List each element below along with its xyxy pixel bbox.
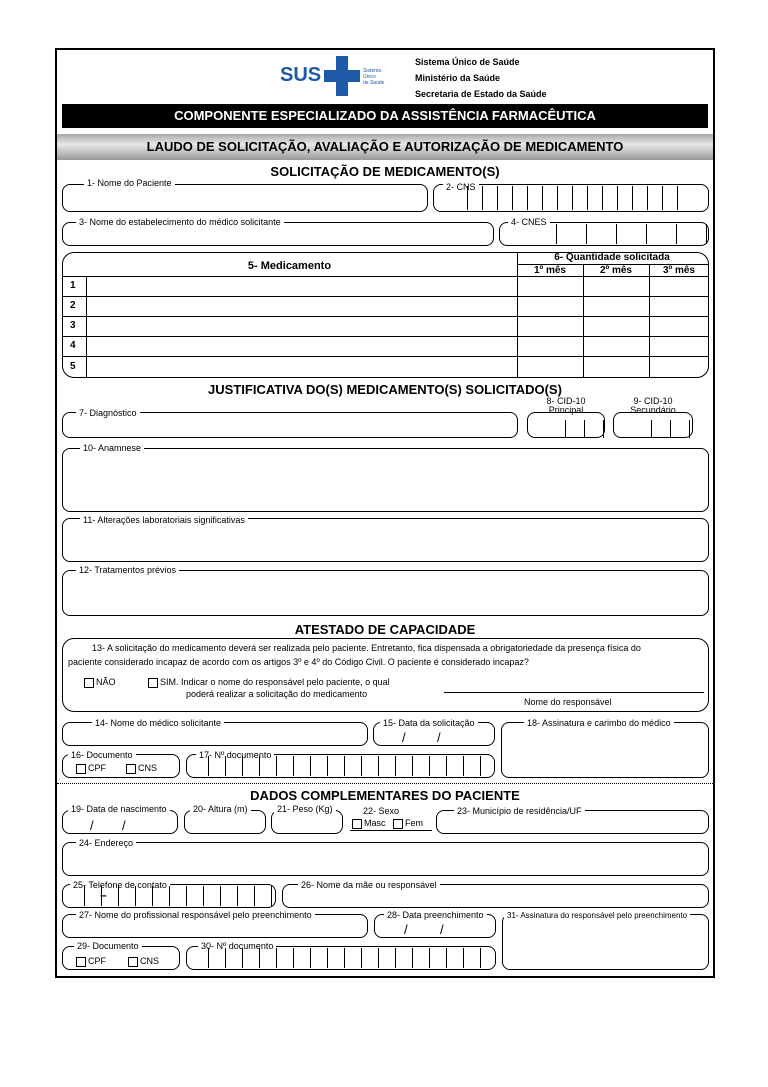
label-assinatura-medico: 18- Assinatura e carimbo do médico [524,718,674,728]
endereco-field[interactable] [62,842,709,876]
label-mes-3: 3º mês [662,265,695,276]
banner-componente [62,104,708,128]
n-documento-2-cells [192,948,481,968]
label-tratamentos: 12- Tratamentos prévios [76,565,179,575]
label-documento: 16- Documento [68,750,136,760]
date-sep-6: / [440,922,444,937]
section-dados: DADOS COMPLEMENTARES DO PACIENTE [250,788,520,803]
label-quantidade: 6- Quantidade solicitada [554,252,670,263]
checkbox-nao[interactable] [84,678,94,688]
label-data-solicitacao: 15- Data da solicitação [380,718,478,728]
option-cpf[interactable]: CPF [76,763,106,774]
checkbox-masc[interactable] [352,819,362,829]
section-solicitacao: SOLICITAÇÃO DE MEDICAMENTO(S) [270,164,500,179]
label-n-documento: 17- Nº documento [196,750,274,760]
assinatura-responsavel-field[interactable] [502,914,709,970]
header-line-1: Sistema Único de Saúde [415,57,520,67]
date-sep-1: / [402,730,406,745]
label-n-documento-2: 30- Nº documento [198,941,276,951]
label-alteracoes: 11- Alterações laboratoriais significativas [80,515,248,525]
assinatura-medico-field[interactable] [501,722,709,778]
option-fem[interactable]: Fem [393,818,423,829]
label-anamnese: 10- Anamnese [80,443,144,453]
header-line-2: Ministério da Saúde [415,73,501,83]
logo-sub-2: Único [363,74,376,80]
section-justificativa: JUSTIFICATIVA DO(S) MEDICAMENTO(S) SOLICITADO(S) [208,382,562,397]
cid-secundario-cells [633,420,690,438]
label-sexo: 22- Sexo [360,806,402,816]
label-endereco: 24- Endereço [76,838,136,848]
label-profissional: 27- Nome do profissional responsável pelo preenchimento [76,910,315,920]
cross-icon [324,56,360,96]
header-lines [415,54,547,102]
date-sep-5: / [404,922,408,937]
label-diagnostico: 7- Diagnóstico [76,408,140,418]
banner-componente-text: COMPONENTE ESPECIALIZADO DA ASSISTÊNCIA FARMACÊUTICA [174,108,596,123]
label-cid-principal: 8- CID-10 Principal [546,396,586,415]
label-municipio: 23- Município de residência/UF [454,806,585,816]
phone-sep: – [100,888,107,902]
sus-logo [280,56,410,96]
telefone-cells [68,886,272,906]
checkbox-cns[interactable] [126,764,136,774]
label-data-preenchimento: 28- Data preenchimento [384,910,487,920]
cnes-cells [527,224,707,244]
sus-logo-text: SUS [280,64,322,86]
row-number-1: 1 [70,280,76,291]
responsavel-line[interactable] [444,692,704,693]
cid-principal-cells [547,420,604,438]
label-nascimento: 19- Data de nascimento [68,804,170,814]
checkbox-cpf-2[interactable] [76,957,86,967]
label-sim: SIM. Indicar o nome do responsável pelo paciente, o qual [160,677,390,687]
label-cnes: 4- CNES [508,217,550,227]
nome-paciente-field[interactable] [62,184,428,212]
label-cns: 2- CNS [443,182,479,192]
dotted-separator [57,783,713,784]
label-nome-paciente: 1- Nome do Paciente [84,178,175,188]
logo-sub-3: de Saúde [363,80,385,86]
logo-sub-1: Sistema [363,68,382,74]
date-sep-4: / [122,818,126,833]
checkbox-sim[interactable] [148,678,158,688]
label-cid-secundario: 9- CID-10 Secundário [630,396,676,415]
label-sim-2: poderá realizar a solicitação do medicamento [186,689,368,699]
option-masc[interactable]: Masc [352,818,386,829]
banner-laudo-text: LAUDO DE SOLICITAÇÃO, AVALIAÇÃO E AUTORIZAÇÃO DE MEDICAMENTO [146,139,624,154]
row-number-4: 4 [70,340,76,351]
date-sep-2: / [437,730,441,745]
label-peso: 21- Peso (Kg) [274,804,336,814]
label-assinatura-responsavel: 31- Assinatura do responsável pelo preenchimento [504,911,690,920]
label-telefone: 25- Telefone de contato [70,880,170,890]
checkbox-cpf[interactable] [76,764,86,774]
checkbox-fem[interactable] [393,819,403,829]
section-atestado: ATESTADO DE CAPACIDADE [294,622,476,637]
row-number-2: 2 [70,300,76,311]
n-documento-cells [192,756,481,776]
anamnese-field[interactable] [62,448,709,512]
label-mae: 26- Nome da mãe ou responsável [298,880,440,890]
option-cpf-2[interactable]: CPF [76,956,106,967]
atestado-text-1: 13- A solicitação do medicamento deverá ser realizada pelo paciente. Entretanto, fica dispensada a obrigatoriedade da presença física do [92,643,641,653]
option-cns[interactable]: CNS [126,763,157,774]
banner-laudo [57,134,713,160]
option-sim[interactable] [148,677,390,688]
tratamentos-field[interactable] [62,570,709,616]
cns-cells [453,186,678,210]
row-number-5: 5 [70,361,76,372]
date-sep-3: / [90,818,94,833]
label-estabelecimento: 3- Nome do estabelecimento do médico solicitante [76,217,284,227]
label-documento-2: 29- Documento [74,941,142,951]
checkbox-cns-2[interactable] [128,957,138,967]
option-nao[interactable] [84,677,116,688]
label-medico: 14- Nome do médico solicitante [92,718,224,728]
label-nome-responsavel: Nome do responsável [524,697,612,707]
label-mes-2: 2º mês [599,265,632,276]
label-mes-1: 1º mês [533,265,566,276]
label-altura: 20- Altura (m) [190,804,251,814]
atestado-text-2: paciente considerado incapaz de acordo com os artigos 3º e 4º do Código Civil. O paciente é considerado incapaz? [68,657,529,667]
row-number-3: 3 [70,320,76,331]
label-medicamento: 5- Medicamento [247,260,332,272]
option-cns-2[interactable]: CNS [128,956,159,967]
header-line-3: Secretaria de Estado da Saúde [415,89,547,99]
label-nao: NÃO [96,677,116,687]
